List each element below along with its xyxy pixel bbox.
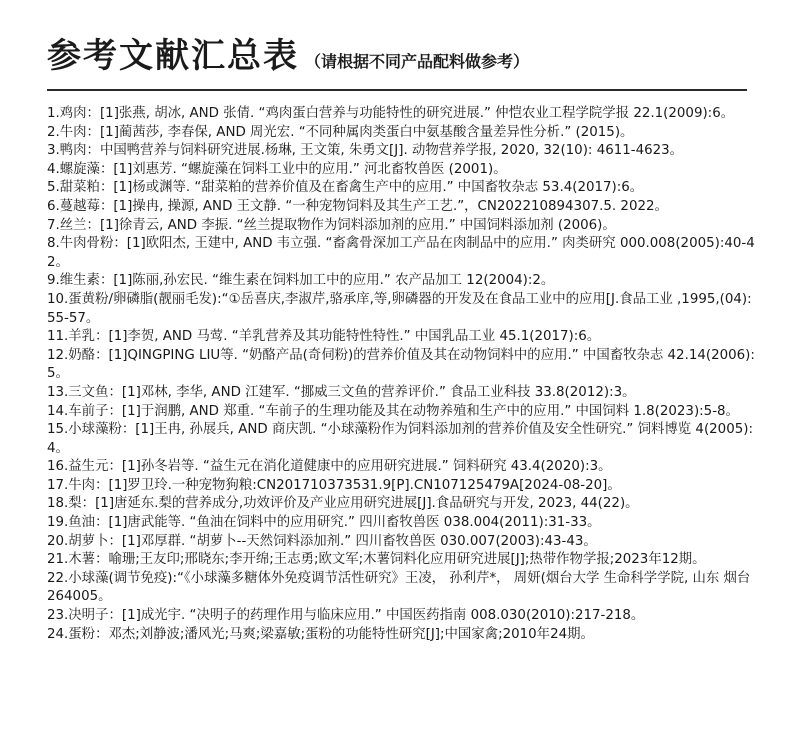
reference-item: 22.小球藻(调节免疫):“《小球藻多糖体外免疫调节活性研究》王凌， 孙利芹*， 周妍(烟台大学 生命科学学院, 山东 烟台 264005。 [47,570,751,605]
reference-item: 7.丝兰：[1]徐青云, AND 李振. “丝兰提取物作为饲料添加剂的应用.” 中国饲料添加剂 (2006)。 [47,217,616,233]
reference-item: 18.梨：[1]唐延东.梨的营养成分,功效评价及产业应用研究进展[J].食品研究与开发, 2023, 44(22)。 [47,496,639,512]
reference-item: 13.三文鱼：[1]邓林, 李华, AND 江建军. “挪威三文鱼的营养评价.” 食品工业科技 33.8(2012):3。 [47,384,636,400]
reference-item: 3.鸭肉：中国鸭营养与饲料研究进展.杨琳, 王文策, 朱勇文[J]. 动物营养学报, 2020, 32(10): 4611-4623。 [47,143,684,159]
reference-item: 24.蛋粉：邓杰;刘静波;潘风光;马爽;梁嘉敏;蛋粉的功能特性研究[J];中国家禽;2010年24期。 [47,626,594,642]
reference-item: 10.蛋黄粉/卵磷脂(靓丽毛发):“①岳喜庆,李淑芹,骆承庠,等,卵磷器的开发及在食品工业中的应用[J.食品工业 ,1995,(04):55-57。 [47,291,752,326]
reference-item: 5.甜菜粕：[1]杨或渊等. “甜菜粕的营养价值及在畜禽生产中的应用.” 中国畜牧杂志 53.4(2017):6。 [47,180,644,196]
title-divider [47,89,747,91]
reference-item: 1.鸡肉：[1]张燕, 胡冰, AND 张倩. “鸡肉蛋白营养与功能特性的研究进展.” 仲恺农业工程学院学报 22.1(2009):6。 [47,106,735,121]
page-title: 参考文献汇总表 [47,36,299,76]
reference-item: 4.螺旋藻：[1]刘惠芳. “螺旋藻在饲料工业中的应用.” 河北畜牧兽医 (2001)。 [47,161,507,177]
reference-item: 11.羊乳：[1]李贺, AND 马莺. “羊乳营养及其功能特性特性.” 中国乳品工业 45.1(2017):6。 [47,329,601,345]
reference-item: 12.奶酪：[1]QINGPING LIU等. “奶酪产品(奇伺粉)的营养价值及其在动物饲料中的应用.” 中国畜牧杂志 42.14(2006):5。 [47,347,755,382]
reference-item: 14.车前子：[1]于润鹏, AND 郑重. “车前子的生理功能及其在动物养殖和生产中的应用.” 中国饲料 1.8(2023):5-8。 [47,403,739,419]
reference-item: 21.木薯：喻珊;王友印;邢晓东;李开绵;王志勇;欧文军;木薯饲料化应用研究进展[J];热带作物学报;2023年12期。 [47,552,706,568]
page-subtitle: （请根据不同产品配料做参考） [305,52,530,71]
reference-list [47,105,755,644]
reference-item: 17.牛肉：[1]罗卫玲.一种宠物狗粮:CN201710373531.9[P].CN107125479A[2024-08-20]。 [47,477,621,493]
reference-item: 16.益生元：[1]孙冬岩等. “益生元在消化道健康中的应用研究进展.” 饲料研究 43.4(2020):3。 [47,459,612,475]
reference-item: 8.牛肉骨粉：[1]欧阳杰, 王建中, AND 韦立强. “畜禽骨深加工产品在肉制品中的应用.” 肉类研究 000.008(2005):40-42。 [47,236,755,270]
reference-item: 19.鱼油：[1]唐武能等. “鱼油在饲料中的应用研究.” 四川畜牧兽医 038.004(2011):31-33。 [47,515,601,531]
reference-item: 6.蔓越莓：[1]操冉, 操源, AND 王文静. “一种宠物饲料及其生产工艺.”，CN202210894307.5. 2022。 [47,198,668,214]
reference-item: 9.维生素：[1]陈丽,孙宏民. “维生素在饲料加工中的应用.” 农产品加工 12(2004):2。 [47,273,555,289]
reference-item: 23.决明子：[1]成光宇. “决明子的药理作用与临床应用.” 中国医药指南 008.030(2010):217-218。 [47,608,645,624]
header [47,28,529,77]
reference-item: 2.牛肉：[1]蔺茜莎, 李春保, AND 周光宏. “不同种属肉类蛋白中氨基酸含量差异性分析.” (2015)。 [47,124,634,140]
reference-item: 20.胡萝卜：[1]邓厚群. “胡萝卜--天然饲料添加剂.” 四川畜牧兽医 030.007(2003):43-43。 [47,533,597,549]
reference-item: 15.小球藻粉：[1]王冉, 孙展兵, AND 商庆凯. “小球藻粉作为饲料添加剂的营养价值及安全性研究.” 饲料博览 4(2005):4。 [47,422,753,456]
